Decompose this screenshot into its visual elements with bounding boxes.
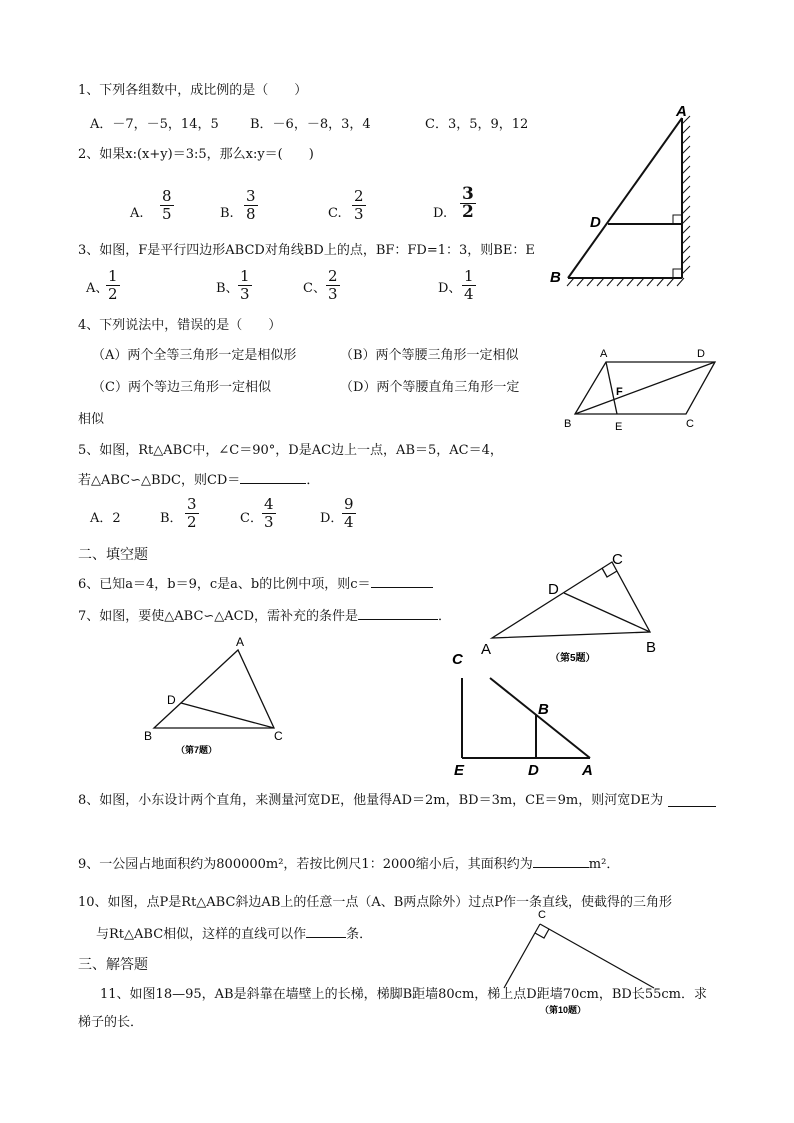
fig7-label-a: A [236,635,245,649]
q5-answer-blank[interactable] [240,483,306,484]
fig7-caption: （第7题） [176,745,218,755]
fig5-caption: （第5题） [550,653,596,664]
q3-stem: 3、如图，F是平行四边形ABCD对角线BD上的点，BF：FD=1：3，则BE：E [78,243,535,258]
q3-option-b: B、 [216,281,239,296]
q4-stem: 4、下列说法中，错误的是（ ） [78,318,282,333]
q2-option-b: B. [220,206,234,221]
ladder-wall-figure [540,100,710,300]
q1-stem: 1、下列各组数中，成比例的是（ ） [78,83,308,98]
q5-line2: 若△ABC∽△BDC，则CD＝ ． [78,473,320,488]
figure-q8-river [440,648,610,784]
q7-text: 7、如图，要使△ABC∽△ACD，需补充的条件是 ． [78,609,452,624]
q4-continuation: 相似 [78,412,105,427]
q4-option-d: （D）两个等腰直角三角形一定 [340,380,520,395]
q9-answer-blank[interactable] [533,867,589,868]
q2-option-c: C. [328,206,342,221]
figure-q10-triangle [500,906,670,1016]
fig10-caption: （第10题） [540,1005,587,1015]
q10-line1: 10、如图，点P是Rt△ABC斜边AB上的任意一点（A、B两点除外）过点P作一条直线，使截得的三角形 [78,895,673,910]
q3-option-c: C、 [303,281,326,296]
ladder-label-d: D [590,214,601,231]
para-label-e: E [615,421,623,433]
para-label-c: C [686,418,694,430]
fig10-label-c: C [538,909,546,921]
fig5-label-d: D [548,581,559,598]
q11-line1: 11、如图18—95，AB是斜靠在墙壁上的长梯，梯脚B距墙80cm，梯上点D距墙70cm，BD长55cm．求 [100,987,707,1002]
fig7-label-d: D [167,693,176,707]
q11-line2: 梯子的长． [78,1015,144,1030]
fig5-label-a: A [481,641,492,658]
q4-option-b: （B）两个等腰三角形一定相似 [340,348,519,363]
q5-option-a: A．2 [90,511,121,526]
q4-option-a: （A）两个全等三角形一定是相似形 [92,348,297,363]
q4-option-c: （C）两个等边三角形一定相似 [92,380,271,395]
q5-option-b: B． [160,511,183,526]
q2-fraction-c: $\frac{2}{3}$ [354,187,364,223]
q7-answer-blank[interactable] [358,619,438,620]
q1-option-a: A．－7，－5，14，5 [90,117,219,132]
fig8-label-c: C [452,651,463,668]
q3-fraction-d: $\frac{1}{4}$ [464,267,474,303]
figure-q7-triangle [140,636,300,758]
q3-fraction-c: $\frac{2}{3}$ [328,267,338,303]
q3-option-a: A、 [86,281,109,296]
q6-text: 6、已知a＝4，b＝9，c是a、b的比例中项，则c＝ [78,577,433,593]
q6-answer-blank[interactable] [371,587,433,588]
ladder-label-b: B [550,269,561,286]
q5-line1: 5、如图，Rt△ABC中，∠C＝90°，D是AC边上一点，AB＝5，AC＝4， [78,443,503,458]
q8-answer-blank[interactable] [668,806,716,807]
q1-option-b: B．－6，－8，3，4 [250,117,371,132]
para-label-a: A [600,348,608,360]
fig8-label-b: B [538,701,549,718]
q2-fraction-b: $\frac{3}{8}$ [246,187,256,223]
q3-option-d: D、 [438,281,462,296]
section-solve-title: 三、解答题 [78,956,148,972]
q10-answer-blank[interactable] [306,937,346,938]
fig8-label-e: E [454,762,465,779]
fig7-label-c: C [274,729,283,743]
q1-option-c: C．3，5，9，12 [425,117,529,132]
para-label-d: D [697,348,705,360]
fig5-label-c: C [612,551,623,568]
q2-fraction-a: $\frac{8}{5}$ [162,187,172,223]
fig7-label-b: B [144,729,153,743]
q3-fraction-a: $\frac{1}{2}$ [108,267,118,303]
q2-option-d: D. [433,206,448,221]
q2-stem: 2、如果x:(x+y)＝3:5，那么x:y＝( ) [78,147,314,162]
q5-fraction-b: $\frac{3}{2}$ [187,495,197,531]
q9-text: 9、一公园占地面积约为800000m²，若按比例尺1：2000缩小后，其面积约为 m²． [78,857,620,872]
q5-fraction-d: $\frac{9}{4}$ [344,495,354,531]
fig8-label-d: D [528,762,539,779]
parallelogram-figure [560,340,730,440]
fig5-label-b: B [646,639,657,656]
q10-line2: 与Rt△ABC相似，这样的直线可以作 条． [96,927,373,942]
q8-text: 8、如图，小东设计两个直角，来测量河宽DE，他量得AD＝2m，BD＝3m，CE＝9m，则河宽DE为 [78,793,664,808]
q5-fraction-c: $\frac{4}{3}$ [264,495,274,531]
para-label-b: B [564,418,572,430]
fig8-label-a: A [582,762,593,779]
ladder-label-a: A [676,103,687,120]
para-label-f: F [616,386,623,398]
q2-option-a: A. [130,206,144,221]
q5-option-c: C． [240,511,263,526]
section-fill-in-title: 二、填空题 [78,546,148,562]
q3-fraction-b: $\frac{1}{3}$ [240,267,250,303]
q5-option-d: D． [320,511,344,526]
q2-fraction-d: $\frac{3}{2}$ [462,184,474,222]
